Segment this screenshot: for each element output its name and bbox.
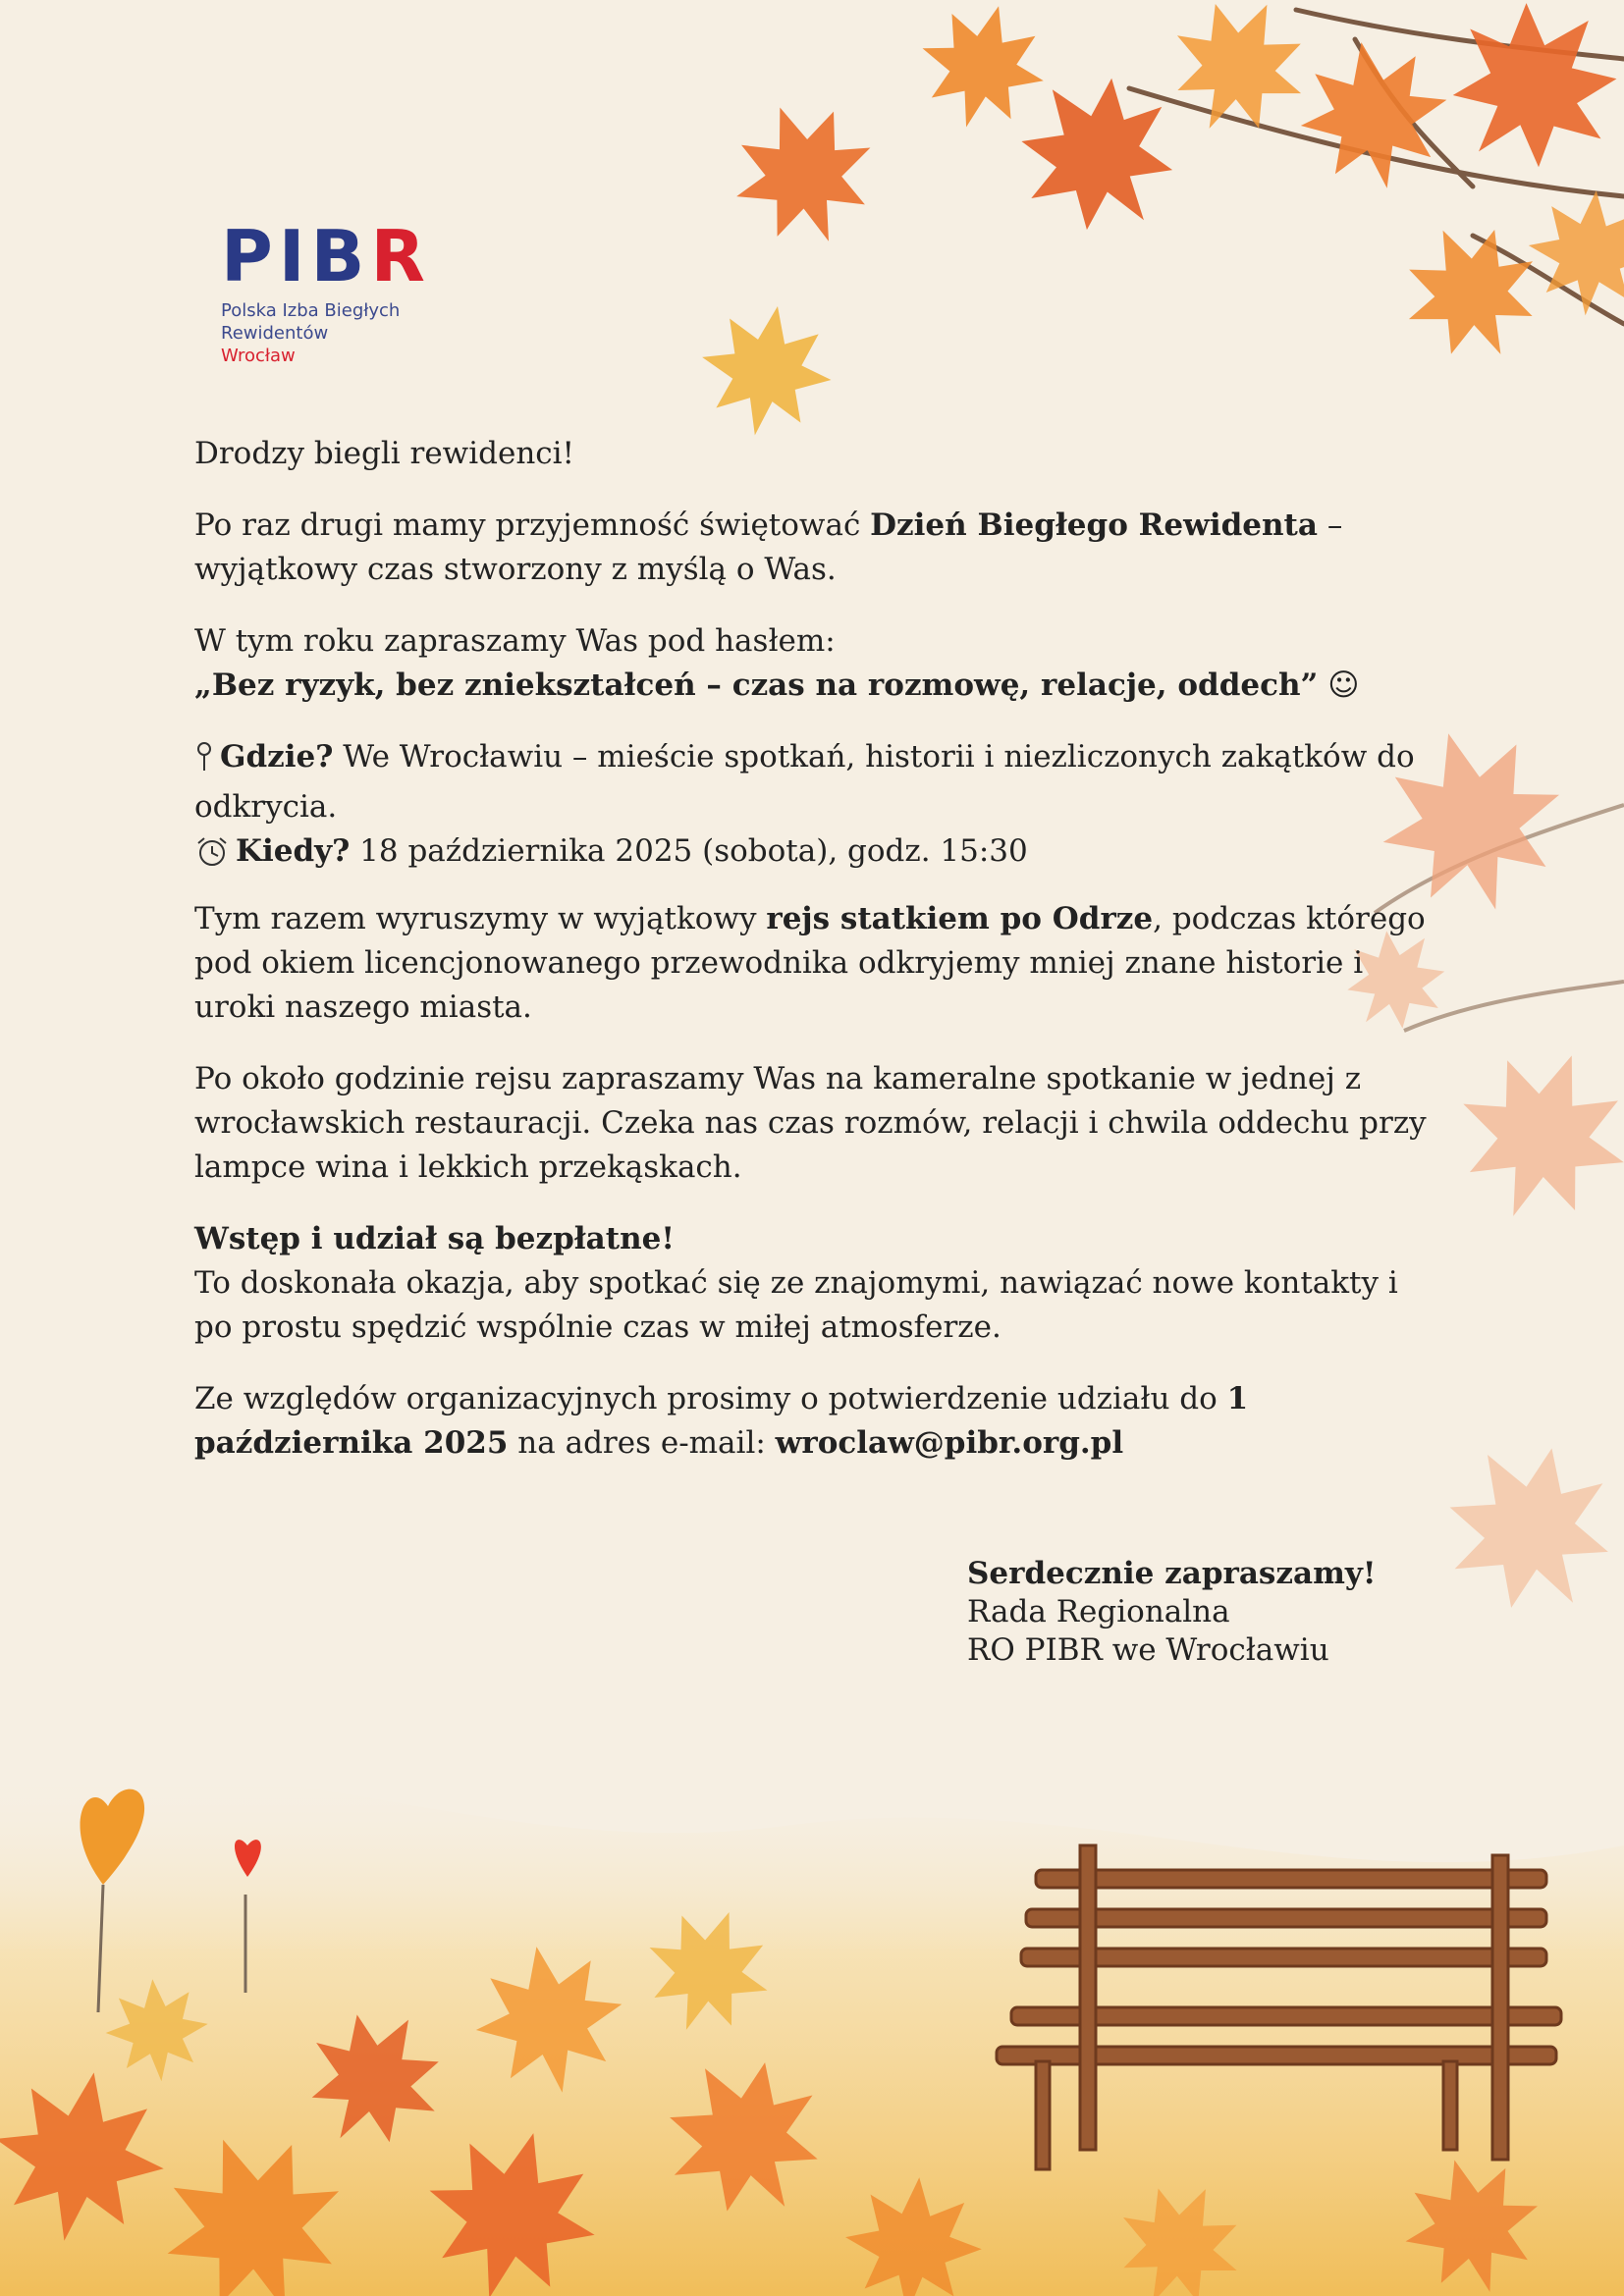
closing: Serdecznie zapraszamy!: [967, 1556, 1377, 1591]
signature-line-2: RO PIBR we Wrocławiu: [967, 1632, 1329, 1668]
when-label: Kiedy?: [236, 833, 351, 869]
intro-paragraph: Po raz drugi mamy przyjemność świętować Dzień Biegłego Rewidenta – wyjątkowy czas stworzony z myślą o Was.: [194, 507, 1343, 587]
when-text: 18 października 2025 (sobota), godz. 15:30: [350, 833, 1028, 869]
signature-line-1: Rada Regionalna: [967, 1594, 1230, 1629]
logo-mark: PIBR: [221, 215, 431, 297]
signature: [967, 1555, 1377, 1670]
details-paragraph: [194, 735, 1441, 880]
free-entry-heading: Wstęp i udział są bezpłatne!: [194, 1221, 675, 1256]
greeting: Drodzy biegli rewidenci!: [194, 436, 575, 471]
email-link[interactable]: wroclaw@pibr.org.pl: [775, 1425, 1124, 1461]
logo-org-name-2: Rewidentów: [221, 323, 329, 344]
letter-body: [194, 432, 1441, 1493]
meeting-paragraph: Po około godzinie rejsu zapraszamy Was na kameralne spotkanie w jednej z wrocławskich restauracji. Czeka nas czas rozmów, relacji i chwila oddechu przy lampce wina i lekkich przekąskach.: [194, 1061, 1427, 1185]
motto-text: „Bez ryzyk, bez zniekształceń – czas na rozmowę, relacje, oddech”: [194, 667, 1319, 703]
alarm-clock-icon: [194, 835, 230, 880]
cruise-paragraph: Tym razem wyruszymy w wyjątkowy rejs statkiem po Odrze, podczas którego pod okiem licencjonowanego przewodnika odkryjemy mniej znane historie i uroki naszego miasta.: [194, 901, 1426, 1025]
motto-paragraph: [194, 619, 1441, 708]
map-pin-icon: [194, 741, 214, 785]
where-label: Gdzie?: [220, 739, 334, 774]
confirm-paragraph: Ze względów organizacyjnych prosimy o potwierdzenie udziału do 1 października 2025 na adres e-mail: wroclaw@pibr.org.pl: [194, 1381, 1249, 1461]
pibr-logo: [221, 215, 431, 367]
logo-city: Wrocław: [221, 346, 296, 366]
leaves-top-right: [690, 0, 1624, 447]
smile-emoji-icon: ☺: [1327, 667, 1360, 703]
free-entry-paragraph: Wstęp i udział są bezpłatne! To doskonała okazja, aby spotkać się ze znajomymi, nawiązać nowe kontakty i po prostu spędzić wspólnie czas w miłej atmosferze.: [194, 1221, 1398, 1345]
where-text: We Wrocławiu – mieście spotkań, historii i niezliczonych zakątków do odkrycia.: [194, 739, 1415, 825]
logo-org-name-1: Polska Izba Biegłych: [221, 300, 401, 321]
motto-lead: W tym roku zapraszamy Was pod hasłem:: [194, 623, 836, 659]
